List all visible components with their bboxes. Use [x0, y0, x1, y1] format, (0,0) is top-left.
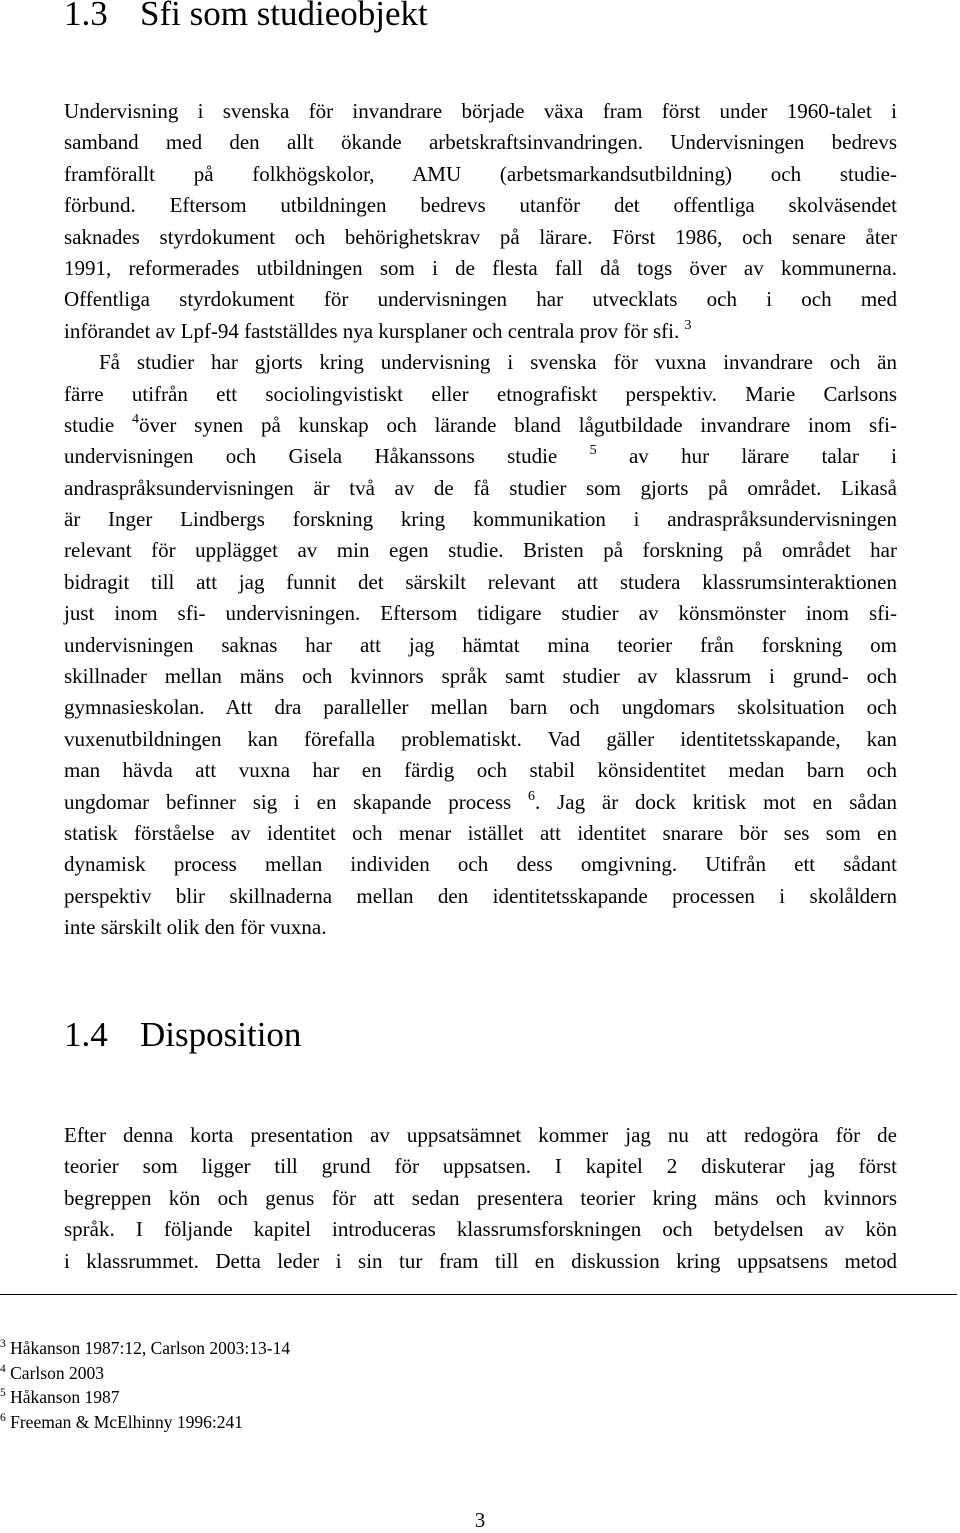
section-number: 1.3 [64, 0, 108, 33]
footnote-ref: 6 [528, 788, 536, 804]
footnote-text: Carlson 2003 [10, 1362, 104, 1383]
section-title: Disposition [140, 1015, 302, 1054]
text-line: statisk förståelse av identitet och menar istället att identitet snarare bör ses som en [64, 820, 897, 845]
footnote-separator [0, 1294, 957, 1295]
footnote-text: Håkanson 1987:12, Carlson 2003:13-14 [10, 1338, 291, 1358]
line-text: . Jag är dock kritisk mot en sådan [535, 789, 898, 814]
section-heading [64, 1015, 301, 1055]
text-line: samband med den allt ökande arbetskraftsinvandringen. Undervisningen bedrevs [64, 130, 897, 155]
section-title: Sfi som studieobjekt [140, 0, 428, 33]
footnote-marker: 3 [0, 1338, 6, 1350]
line-text: införandet av Lpf-94 fastställdes nya kursplaner och centrala prov för sfi. [64, 318, 680, 343]
footnote [0, 1385, 290, 1410]
footnote-ref: 5 [589, 443, 597, 459]
text-line: just inom sfi- undervisningen. Eftersom tidigare studier av könsmönster inom sfi- [64, 601, 897, 626]
line-text: av hur lärare talar i [628, 444, 898, 469]
text-line: är Inger Lindbergs forskning kring kommunikation i andraspråksundervisningen [64, 507, 897, 532]
footnote-marker: 6 [0, 1411, 6, 1424]
text-line: förbund. Eftersom utbildningen bedrevs utanför det offentliga skolväsendet [64, 193, 897, 218]
text-line: Offentliga styrdokument för undervisningen har utvecklats och i och med [64, 287, 897, 312]
section-number: 1.4 [64, 1015, 108, 1054]
text-line: man hävda att vuxna har en färdig och stabil könsidentitet medan barn och [64, 758, 897, 783]
text-line: undervisningen saknas har att jag hämtat mina teorier från forskning om [64, 632, 897, 657]
line-text: över synen på kunskap och lärande bland lågutbildade invandrare inom sfi- [139, 412, 898, 437]
text-line: inte särskilt olik den för vuxna. [64, 915, 327, 940]
section-heading [64, 0, 428, 34]
text-line [64, 441, 897, 472]
text-line: Få studier har gjorts kring undervisning i svenska för vuxna invandrare och än [99, 350, 897, 375]
footnote [0, 1410, 290, 1435]
text-line: Efter denna korta presentation av uppsatsämnet kommer jag nu att redogöra för de [64, 1123, 897, 1147]
text-line: relevant för upplägget av min egen studie. Bristen på forskning på området har [64, 538, 897, 563]
body-paragraph [64, 96, 897, 944]
footnote-list [0, 1336, 290, 1434]
text-line: dynamisk process mellan individen och dess omgivning. Utifrån ett sådant [64, 852, 897, 877]
text-line [64, 410, 897, 441]
body-paragraph [64, 1120, 897, 1277]
footnote-marker: 4 [0, 1362, 6, 1375]
text-line: skillnader mellan mäns och kvinnors språk samt studier av klassrum i grund- och [64, 664, 897, 689]
text-line [64, 316, 897, 347]
page-number: 3 [474, 1508, 486, 1532]
text-line: 1991, reformerades utbildningen som i de flesta fall då togs över av kommunerna. [64, 255, 897, 280]
text-line: Undervisning i svenska för invandrare började växa fram först under 1960-talet i [64, 99, 897, 123]
text-line: andraspråksundervisningen är två av de få studier som gjorts på området. Likaså [64, 475, 897, 500]
text-line: gymnasieskolan. Att dra paralleller mellan barn och ungdomars skolsituation och [64, 695, 897, 720]
footnote-ref: 3 [684, 317, 692, 333]
text-line: vuxenutbildningen kan förefalla problematiskt. Vad gäller identitetsskapande, kan [64, 726, 897, 751]
footnote [0, 1336, 290, 1361]
line-text: undervisningen och Gisela Håkanssons studie [64, 444, 558, 469]
footnote-marker: 5 [0, 1387, 6, 1400]
text-line: begreppen kön och genus för att sedan presentera teorier kring mäns och kvinnors [64, 1185, 897, 1210]
text-line: språk. I följande kapitel introduceras klassrumsforskningen och betydelsen av kön [64, 1217, 897, 1242]
text-line: bidragit till att jag funnit det särskilt relevant att studera klassrumsinteraktionen [64, 569, 897, 594]
text-line: saknades styrdokument och behörighetskrav på lärare. Först 1986, och senare åter [64, 224, 897, 249]
line-text: ungdomar befinner sig i en skapande process [64, 789, 512, 814]
text-line: framförallt på folkhögskolor, AMU (arbetsmarkandsutbildning) och studie- [64, 161, 897, 186]
line-text: studie [64, 412, 115, 437]
text-line: teorier som ligger till grund för uppsatsen. I kapitel 2 diskuterar jag först [64, 1154, 897, 1179]
footnote [0, 1361, 290, 1386]
text-line [64, 787, 897, 818]
text-line: färre utifrån ett sociolingvistiskt eller etnografiskt perspektiv. Marie Carlsons [64, 381, 897, 406]
text-line: i klassrummet. Detta leder i sin tur fram till en diskussion kring uppsatsens metod [64, 1248, 897, 1273]
footnote-ref: 4 [132, 411, 140, 427]
text-line: perspektiv blir skillnaderna mellan den identitetsskapande processen i skolåldern [64, 883, 897, 908]
footnote-text: Håkanson 1987 [10, 1387, 120, 1408]
footnote-text: Freeman & McElhinny 1996:241 [10, 1411, 243, 1432]
